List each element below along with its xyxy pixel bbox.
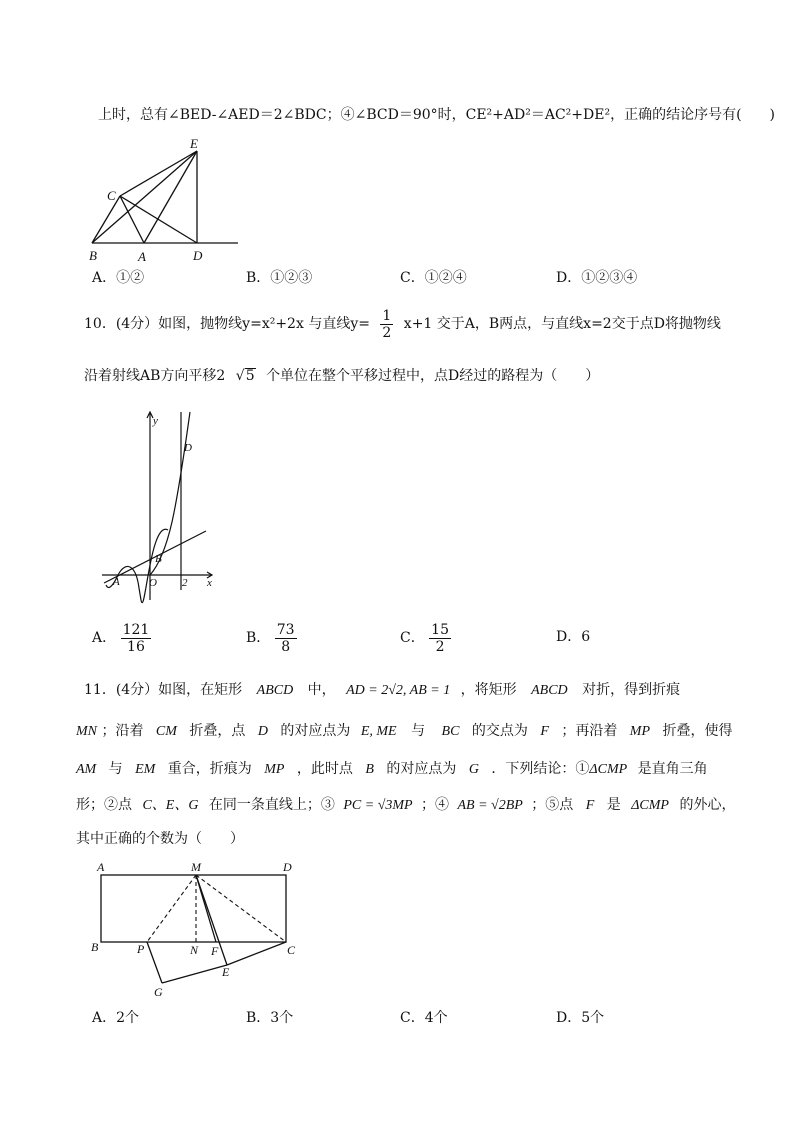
q11-l1-f: ABCD xyxy=(531,683,568,698)
q11-l1-a: 11．(4分）如图，在矩形 xyxy=(84,682,243,698)
q9-option-b: B．①②③ xyxy=(246,270,313,286)
q11-l2-d: 折叠，点 xyxy=(189,723,246,739)
q11-l2-c: CM xyxy=(155,724,177,739)
q10-radicand: 5 xyxy=(245,368,255,384)
q9-label-B: B xyxy=(89,248,97,263)
q11-label-A: A xyxy=(97,860,105,874)
q11-l4-a: 形；②点 xyxy=(76,797,132,813)
q11-line-5: 其中正确的个数为（ ） xyxy=(76,831,244,847)
q11-l2-n: 折叠，使得 xyxy=(662,723,733,739)
q11-label-M: M xyxy=(191,860,201,874)
q11-l3-i: G xyxy=(468,762,479,777)
q11-l4-e: ；④ xyxy=(421,797,450,813)
q9-text-tail: 上时，总有∠BED-∠AED＝2∠BDC；④∠BCD＝90°时，CE²+AD²＝AC²+DE²，正确的结论序号有( ) xyxy=(98,107,775,123)
q11-l2-m: MP xyxy=(629,724,650,739)
q11-label-F: F xyxy=(211,944,219,958)
q10-label-D: D xyxy=(184,442,192,454)
q10-line2-b: 个单位在整个平移过程中，点D经过的路程为（ ） xyxy=(266,368,600,384)
q11-label-N: N xyxy=(190,943,199,957)
q11-label-G: G xyxy=(154,985,163,999)
q9-label-C: C xyxy=(107,188,116,203)
q11-l3-f: ，此时点 xyxy=(296,761,353,777)
q10-option-a-den: 16 xyxy=(127,638,145,655)
q10-label-B: B xyxy=(155,553,162,565)
q11-l1-b: ABCD xyxy=(256,683,294,698)
q11-l1-d: AD = 2√2, AB = 1 xyxy=(346,683,451,698)
q10-option-b-num: 73 xyxy=(276,621,295,638)
q11-option-c: C．4个 xyxy=(400,1010,448,1026)
q11-label-B: B xyxy=(91,940,99,954)
q11-l2-i: BC xyxy=(441,724,460,739)
q9-label-D: D xyxy=(193,248,203,263)
q11-l2-j: 的交点为 xyxy=(471,723,528,739)
q10-option-c-den: 2 xyxy=(435,638,445,655)
q11-l1-e: ，将矩形 xyxy=(460,682,517,698)
q10-option-b-den: 8 xyxy=(281,638,291,655)
q11-l4-k: 的外心， xyxy=(679,797,736,813)
q10-label-x: x xyxy=(207,577,212,589)
q10-line-2: 沿着射线AB方向平移2 √5 个单位在整个平移过程中，点D经过的路程为（ ） xyxy=(84,368,600,384)
q11-l4-h: F xyxy=(585,798,595,813)
q11-label-E: E xyxy=(222,965,230,979)
q11-l2-b: ；沿着 xyxy=(101,723,144,739)
q10-option-a-num: 121 xyxy=(122,621,150,638)
q11-l3-g: B xyxy=(365,762,374,777)
q11-label-C: C xyxy=(287,943,296,957)
q10-option-d-value: 6 xyxy=(581,629,591,645)
q11-l3-j: ．下列结论：① xyxy=(491,761,590,777)
q11-l4-d: PC = √3MP xyxy=(343,798,413,813)
q11-l3-d: 重合，折痕为 xyxy=(167,761,252,777)
q10-frac-den: 2 xyxy=(382,324,392,341)
q11-label-P: P xyxy=(137,942,145,956)
q11-l4-i: 是 xyxy=(606,797,621,813)
q10-label-y: y xyxy=(153,415,158,427)
q11-l1-c: 中， xyxy=(307,682,336,698)
q10-label-O: O xyxy=(149,577,157,589)
q11-l3-c: EM xyxy=(135,762,156,777)
q11-l3-k: ΔCMP xyxy=(589,762,628,777)
q11-l2-e: D xyxy=(257,724,268,739)
q11-l3-h: 的对应点为 xyxy=(386,761,457,777)
q9-label-E: E xyxy=(190,136,198,151)
q9-option-c: C．①②④ xyxy=(400,270,467,286)
q10-label-2: 2 xyxy=(182,577,188,589)
q11-l4-f: AB = √2BP xyxy=(457,798,523,813)
q11-l4-c: 在同一条直线上；③ xyxy=(208,797,335,813)
q10-option-c-num: 15 xyxy=(431,621,449,638)
q11-l4-j: ΔCMP xyxy=(631,798,669,813)
q10-line1-a: 10．(4分）如图，抛物线y=x²+2x 与直线y= xyxy=(84,316,370,332)
q11-l2-a: MN xyxy=(76,724,97,739)
q9-option-a: A．①② xyxy=(92,270,145,286)
q11-l2-h: 与 xyxy=(411,723,426,739)
q11-option-b: B．3个 xyxy=(246,1010,294,1026)
q9-option-d: D．①②③④ xyxy=(556,270,638,286)
q11-option-d: D．5个 xyxy=(556,1010,605,1026)
q11-l4-g: ；⑤点 xyxy=(531,797,574,813)
q10-option-c-prefix: C． xyxy=(400,630,425,646)
q10-frac-num: 1 xyxy=(382,307,392,324)
q10-line1-b: x+1 交于A，B两点，与直线x=2交于点D将抛物线 xyxy=(403,316,721,332)
q10-label-A: A xyxy=(113,576,120,588)
q11-l2-l: ；再沿着 xyxy=(561,723,618,739)
q9-label-A: A xyxy=(138,249,146,264)
q11-l1-g: 对折，得到折痕 xyxy=(582,682,681,698)
q10-option-d-prefix: D． xyxy=(556,629,582,645)
q11-l3-a: AM xyxy=(76,762,97,777)
q11-l4-b: C、E、G xyxy=(142,798,199,813)
q11-l3-l: 是直角三角 xyxy=(637,761,708,777)
q11-option-a: A．2个 xyxy=(92,1010,140,1026)
q11-l2-f: 的对应点为 xyxy=(280,723,351,739)
q11-l3-e: MP xyxy=(264,762,285,777)
q10-option-b-prefix: B． xyxy=(246,630,271,646)
q10-option-a-prefix: A． xyxy=(92,630,117,646)
q10-line2-a: 沿着射线AB方向平移2 xyxy=(84,368,226,384)
q11-l2-k: F xyxy=(540,724,549,739)
q11-l3-b: 与 xyxy=(108,761,123,777)
q11-label-D: D xyxy=(283,860,292,874)
q11-l2-g: E, ME xyxy=(360,724,397,739)
